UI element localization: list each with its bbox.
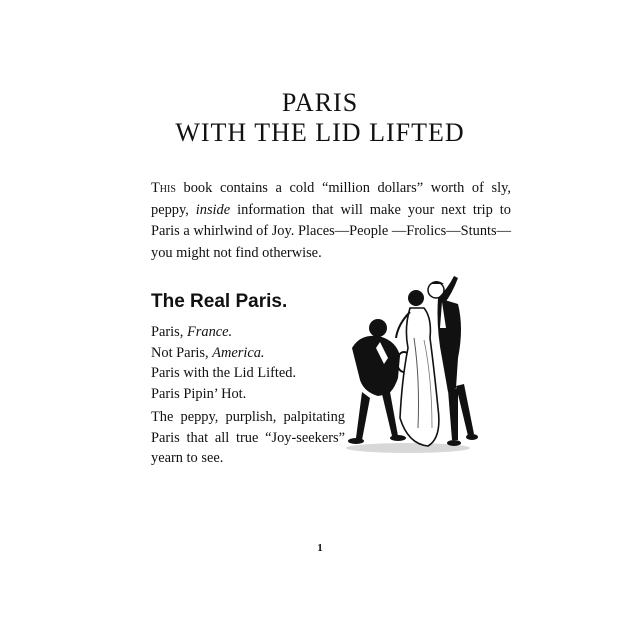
intro-emphasis: inside bbox=[195, 201, 231, 218]
intro-paragraph bbox=[151, 178, 511, 264]
intro-text-b: information that will make your next trip to Paris a whirlwind of Joy. Places—People —Frolics—Stunts—you might not find otherwise. bbox=[151, 201, 512, 261]
woman-figure bbox=[396, 290, 439, 446]
line-emphasis: France. bbox=[186, 324, 233, 340]
closing-paragraph: The peppy, purplish, palpitating Paris that all true “Joy-seekers” yearn to see. bbox=[151, 409, 345, 466]
dancing-couple-illustration bbox=[338, 268, 478, 458]
section-line-1 bbox=[151, 322, 351, 343]
title-line-1: PARIS bbox=[281, 88, 359, 117]
section-line-4 bbox=[151, 384, 351, 405]
line-text: Paris with the Lid Lifted. bbox=[151, 365, 297, 381]
intro-text-a: book contains a cold “million dollars” worth of sly, peppy, bbox=[151, 180, 511, 218]
title-line-2: WITH THE LID LIFTED bbox=[175, 118, 465, 147]
intro-lead-word: This bbox=[151, 180, 176, 196]
section-line-2 bbox=[151, 343, 351, 364]
page-title bbox=[120, 88, 520, 148]
line-emphasis: America. bbox=[212, 344, 265, 361]
line-text: Paris, bbox=[151, 324, 187, 340]
waiter-figure bbox=[348, 319, 411, 444]
section-line-3 bbox=[151, 363, 351, 384]
line-text: Not Paris, bbox=[151, 344, 213, 361]
page-number: 1 bbox=[317, 542, 323, 554]
section-heading: The Real Paris. bbox=[151, 291, 288, 312]
section-lines bbox=[151, 322, 351, 404]
line-text: Paris Pipin’ Hot. bbox=[151, 385, 247, 402]
